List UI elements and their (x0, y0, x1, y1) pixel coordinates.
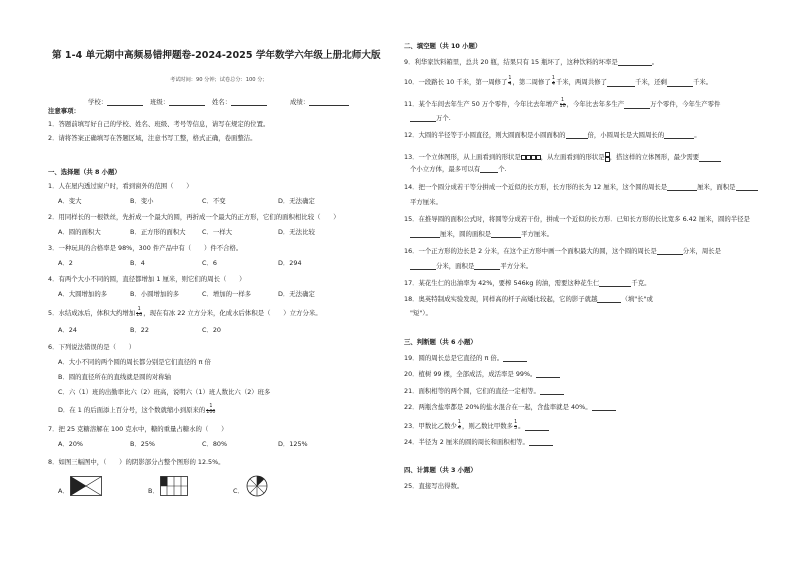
q16-text-d: 平方分米。 (500, 262, 533, 270)
q13-blank-2[interactable] (480, 166, 498, 173)
q1-stem: 1．人在屋内透过窗户时，看到窗外的范围（ ） (48, 182, 193, 190)
school-blank[interactable] (107, 99, 143, 106)
q13-text-c: ，搭这样的立体图形，最少需要 (609, 153, 700, 161)
q14-text-a: 14．把一个圆分成若干等分拼成一个近似的长方形，长方形的长为 12 厘米，这个圆的周长是 (404, 183, 668, 191)
name-blank[interactable] (231, 99, 267, 106)
q7-option-a[interactable]: A．20% (58, 440, 83, 448)
q3-option-d[interactable]: D．294 (278, 259, 302, 267)
q7-stem: 7．把 25 克糖溶解在 100 克水中，糖的重量占糖水的（ ） (48, 425, 228, 433)
q16-blank-3[interactable] (474, 263, 500, 270)
q10-text-e: 千米。 (692, 78, 713, 87)
q22-text: 22．两瓶含盐率都是 20%的盐水混合在一起，含盐率就是 40%。 (404, 403, 592, 411)
q17-blank[interactable] (599, 280, 631, 287)
q16-line-2 (410, 262, 532, 270)
q16-blank-1[interactable] (657, 248, 683, 255)
q20 (404, 370, 560, 378)
q10-f1-num: 1 (508, 76, 512, 81)
q9-blank[interactable] (618, 59, 652, 66)
section1-title: 一、选择题（共 8 小题） (48, 168, 121, 176)
q9-text: 9．利华家饮料箱里，总共 20 瓶，结果只有 15 瓶坏了，这种饮料的坏率是 (404, 58, 618, 66)
q1-option-a[interactable]: A．变大 (58, 197, 82, 205)
q18-text-a: 18．奥英特制成实验发现，同样高的杆子高矮比较起，它的影子就越 (404, 295, 598, 303)
q13-text-a: 13．一个立体图形，从上面看到的形状是 (404, 153, 521, 161)
q16-line-1 (404, 247, 721, 255)
q4-option-b[interactable]: B．小圆增加的多 (130, 290, 180, 298)
q10-blank-2[interactable] (667, 80, 693, 87)
q15-text-c: 平方厘米。 (521, 230, 554, 238)
q1-option-d[interactable]: D．无法确定 (278, 197, 315, 205)
q2-option-c[interactable]: C．一样大 (202, 228, 233, 236)
q5-stem-b: ，现在有冰 22 立方分米，化成水后体积是（ ）立方分米。 (143, 309, 322, 318)
q23-f1-den: 4 (457, 425, 461, 431)
q12: 12．大圆的半径等于小圆直径，则大圆面积是小圆面积的 倍，小圆周长是大圆周长的 。 (404, 131, 701, 139)
q24-blank[interactable] (529, 439, 553, 446)
q14-blank-2[interactable] (736, 184, 758, 191)
q3-option-c[interactable]: C．6 (202, 259, 217, 267)
q23-text-b: ，则乙数比甲数多 (461, 422, 514, 431)
q15-blank-2[interactable] (491, 231, 521, 238)
q25: 25．直接写出得数。 (404, 482, 464, 490)
q4-option-c[interactable]: C．增加的一样多 (202, 290, 252, 298)
q10-text-c: 千米，两周共修了 (555, 78, 607, 87)
q10-text-b: ，第二周修了 (512, 78, 551, 87)
score-label: 成绩： (290, 98, 310, 106)
q2-option-b[interactable]: B．正方形的面积大 (130, 228, 186, 236)
score-blank[interactable] (309, 99, 349, 106)
q12-text-b: 倍，小圆周长是大圆周长的 (587, 131, 665, 139)
q22-blank[interactable] (592, 404, 616, 411)
q24 (404, 438, 553, 446)
q13-top-view-icon (521, 153, 541, 161)
q23-f2-num: 1 (514, 420, 518, 425)
notice-title: 注意事项： (48, 107, 80, 115)
q6-d-text: D．在 1 的后面添上百分号，这个数就缩小到原来的 (58, 406, 206, 415)
q8-option-c[interactable]: C． (233, 487, 244, 495)
class-blank[interactable] (169, 99, 205, 106)
exam-title: 第 1-4 单元期中高频易错押题卷-2024-2025 学年数学六年级上册北师大版 (52, 50, 381, 61)
q11-f-den: 10 (559, 103, 566, 109)
q16-text-b: 分米，周长是 (682, 247, 722, 255)
q11-f-num: 1 (561, 98, 565, 103)
name-label: 姓名： (212, 98, 232, 106)
section4-title: 四、计算题（共 3 小题） (404, 466, 477, 474)
q15-line-2 (410, 230, 553, 238)
q3-stem: 3．一种玩具的合格率是 98%，300 件产品中有（ ）件不合格。 (48, 244, 243, 252)
q14-line-2: 平方厘米。 (410, 198, 442, 206)
notice-1: 1．答题前填写好自己的学校、姓名、班级、考号等信息，请写在规定的位置。 (48, 120, 270, 128)
q10 (404, 77, 712, 87)
q5-option-a[interactable]: A．24 (58, 326, 77, 334)
q4-option-a[interactable]: A．大圆增加的多 (58, 290, 108, 298)
q11-text-d: 万个. (436, 114, 451, 122)
q8-figure-a (70, 476, 102, 496)
q16-text-c: 分米，面积是 (436, 262, 475, 270)
q17-text-b: 千克。 (631, 279, 651, 287)
section3-title: 三、判断题（共 6 小题） (404, 338, 477, 346)
q20-text: 20．植树 99 棵，全部成活，成活率是 99%。 (404, 370, 537, 378)
score-field (290, 98, 349, 106)
q14-line-1 (404, 183, 758, 191)
q8-figure-c (246, 475, 268, 497)
q19 (404, 354, 527, 362)
q11-line-2 (410, 114, 451, 122)
q11-blank-1[interactable] (624, 102, 650, 109)
q10-f2-num: 1 (551, 76, 555, 81)
q12-text-a: 12．大圆的半径等于小圆直径，则大圆面积是小圆面积的 (404, 131, 566, 139)
q11-text-b: ，今年比去年多生产 (566, 100, 625, 109)
q13-text-e: 个. (498, 165, 507, 173)
q6-option-a[interactable]: A．大小不同的两个圆的周长都分别是它们直径的 π 倍 (58, 358, 211, 366)
q4-option-d[interactable]: D．无法确定 (278, 290, 315, 298)
q6-option-b[interactable]: B．圆的直径所在的直线就是圆的对称轴 (58, 373, 172, 381)
q13-blank-1[interactable] (699, 155, 721, 162)
q21 (404, 387, 564, 395)
q24-text: 24．半径为 2 厘米的圆的周长和面积相等。 (404, 438, 529, 446)
q5-option-c[interactable]: C．20 (202, 326, 221, 334)
q11-text-a: 11．某个车间去年生产 50 万个零件，今年比去年增产 (404, 100, 559, 109)
q22 (404, 403, 616, 411)
section2-title: 二、填空题（共 10 小题） (404, 42, 482, 50)
q20-blank[interactable] (536, 371, 560, 378)
q10-text-a: 10．一段路长 10 千米，第一周修了 (404, 78, 508, 87)
q2-option-d[interactable]: D．无法比较 (278, 228, 315, 236)
q10-fraction-1 (508, 77, 511, 87)
q23-f1-num: 1 (457, 420, 461, 425)
school-label: 学校： (88, 98, 108, 106)
q15-blank-1[interactable] (410, 231, 440, 238)
q2-stem: 2．用同样长的一根铁丝，先折成一个最大的圆，再折成一个最大的正方形，它们的面积相比较（ ） (48, 213, 340, 221)
q3-option-a[interactable]: A．2 (58, 259, 73, 267)
class-label: 班级： (150, 98, 170, 106)
q8-figure-b (160, 476, 188, 496)
q18-blank[interactable] (597, 296, 621, 303)
q9: 9．利华家饮料箱里，总共 20 瓶，结果只有 15 瓶坏了，这种饮料的坏率是 。 (404, 58, 659, 66)
q5-stem-a: 5．水结成冰后，体积大约增加 (48, 309, 136, 318)
q7-option-b[interactable]: B．25% (130, 440, 155, 448)
q7-option-d[interactable]: D．125% (278, 440, 308, 448)
name-field (212, 98, 267, 106)
q23 (404, 421, 549, 431)
q13-text-b: ，从左面看到的形状是 (540, 153, 605, 161)
q13-text-d: 个小立方体，最多可以有 (410, 165, 481, 173)
q12-blank-1[interactable] (566, 132, 588, 139)
q15-line-1: 15．在推导圆的面积公式时，将圆等分成若干份，拼成一个近似的长方形．已知长方形的长比宽多 6.42 厘米，圆的半径是 (404, 215, 750, 223)
q5-fraction (136, 308, 142, 318)
q18-line-2: "短"）。 (410, 309, 432, 317)
q10-blank-1[interactable] (607, 80, 635, 87)
q14-blank-1[interactable] (667, 184, 697, 191)
q10-f2-den: 4 (551, 81, 555, 87)
q17 (404, 279, 651, 287)
q1-option-c[interactable]: C．不变 (202, 197, 226, 205)
q7-option-c[interactable]: C．80% (202, 440, 228, 448)
q12-blank-2[interactable] (664, 132, 694, 139)
class-field (150, 98, 205, 106)
q6-option-d[interactable] (58, 405, 216, 415)
q23-fraction-1 (458, 421, 461, 431)
q13-line-1 (404, 152, 721, 162)
q1-option-b[interactable]: B．变小 (130, 197, 154, 205)
q23-fraction-2 (514, 421, 517, 431)
q23-f2-den: 3 (514, 425, 518, 431)
q21-blank[interactable] (540, 388, 564, 395)
q19-text: 19．圆的周长总是它直径的 π 倍。 (404, 354, 504, 362)
q16-blank-2[interactable] (410, 263, 436, 270)
q2-option-a[interactable]: A．圆的面积大 (58, 228, 101, 236)
q10-text-d: 千米，还剩 (635, 78, 667, 87)
q23-text-c: 。 (518, 422, 525, 431)
q11-fraction (560, 99, 566, 109)
school-field (88, 98, 143, 106)
q16-text-a: 16．一个正方形的边长是 2 分米，在这个正方形中画一个面积最大的圆，这个圆的周长是 (404, 247, 657, 255)
q4-stem: 4．有两个大小不同的圆，直径都增加 1 厘米，则它们的周长（ ） (48, 275, 246, 283)
q8-stem: 8．如图三幅图中，（ ）的阴影部分占整个图形的 12.5%。 (48, 458, 225, 466)
q11-blank-2[interactable] (410, 115, 436, 122)
q5-option-b[interactable]: B．22 (130, 326, 149, 334)
q11-text-c: 万个零件，今年生产零件 (650, 100, 721, 109)
q5-frac-den: 10 (136, 312, 143, 318)
q6-d-frac-den: 100 (206, 409, 216, 415)
exam-meta: 考试时间：90 分钟；试卷总分：100 分； (170, 77, 268, 83)
q6-d-frac-num: 1 (206, 405, 215, 411)
q18-line-1 (404, 295, 653, 303)
q8-option-b[interactable]: B． (148, 487, 159, 495)
q11-line-1 (404, 99, 720, 109)
q10-fraction-2 (552, 77, 555, 87)
q6-d-fraction (206, 405, 215, 415)
q19-blank[interactable] (503, 355, 527, 362)
notice-2: 2．请将答案正确填写在答题区域，注意书写工整，格式正确，卷面整洁。 (48, 134, 257, 142)
q5-frac-num: 1 (137, 307, 141, 312)
q10-f1-den: 4 (508, 81, 512, 87)
q14-text-b: 厘米，面积是 (697, 183, 736, 191)
q6-option-c[interactable]: C．六（1）班的出勤率比六（2）班高，说明六（1）班人数比六（2）班多 (58, 388, 271, 396)
q3-option-b[interactable]: B．4 (130, 259, 145, 267)
q5-stem (48, 308, 322, 318)
q21-text: 21．面积相等的两个圆，它们的直径一定相等。 (404, 387, 540, 395)
q23-text-a: 23．甲数比乙数少 (404, 422, 457, 431)
q6-stem: 6．下列说法错误的是（ ） (48, 343, 136, 351)
q15-text-b: 厘米，圆的面积是 (440, 230, 492, 238)
q18-text-b: （填"长"或 (621, 295, 653, 303)
q23-blank[interactable] (525, 424, 549, 431)
q17-text-a: 17．某花生仁的出油率为 42%，要榨 546kg 的油，需要这种花生仁 (404, 279, 600, 287)
q13-line-2 (410, 165, 507, 173)
q8-option-a[interactable]: A． (58, 487, 69, 495)
